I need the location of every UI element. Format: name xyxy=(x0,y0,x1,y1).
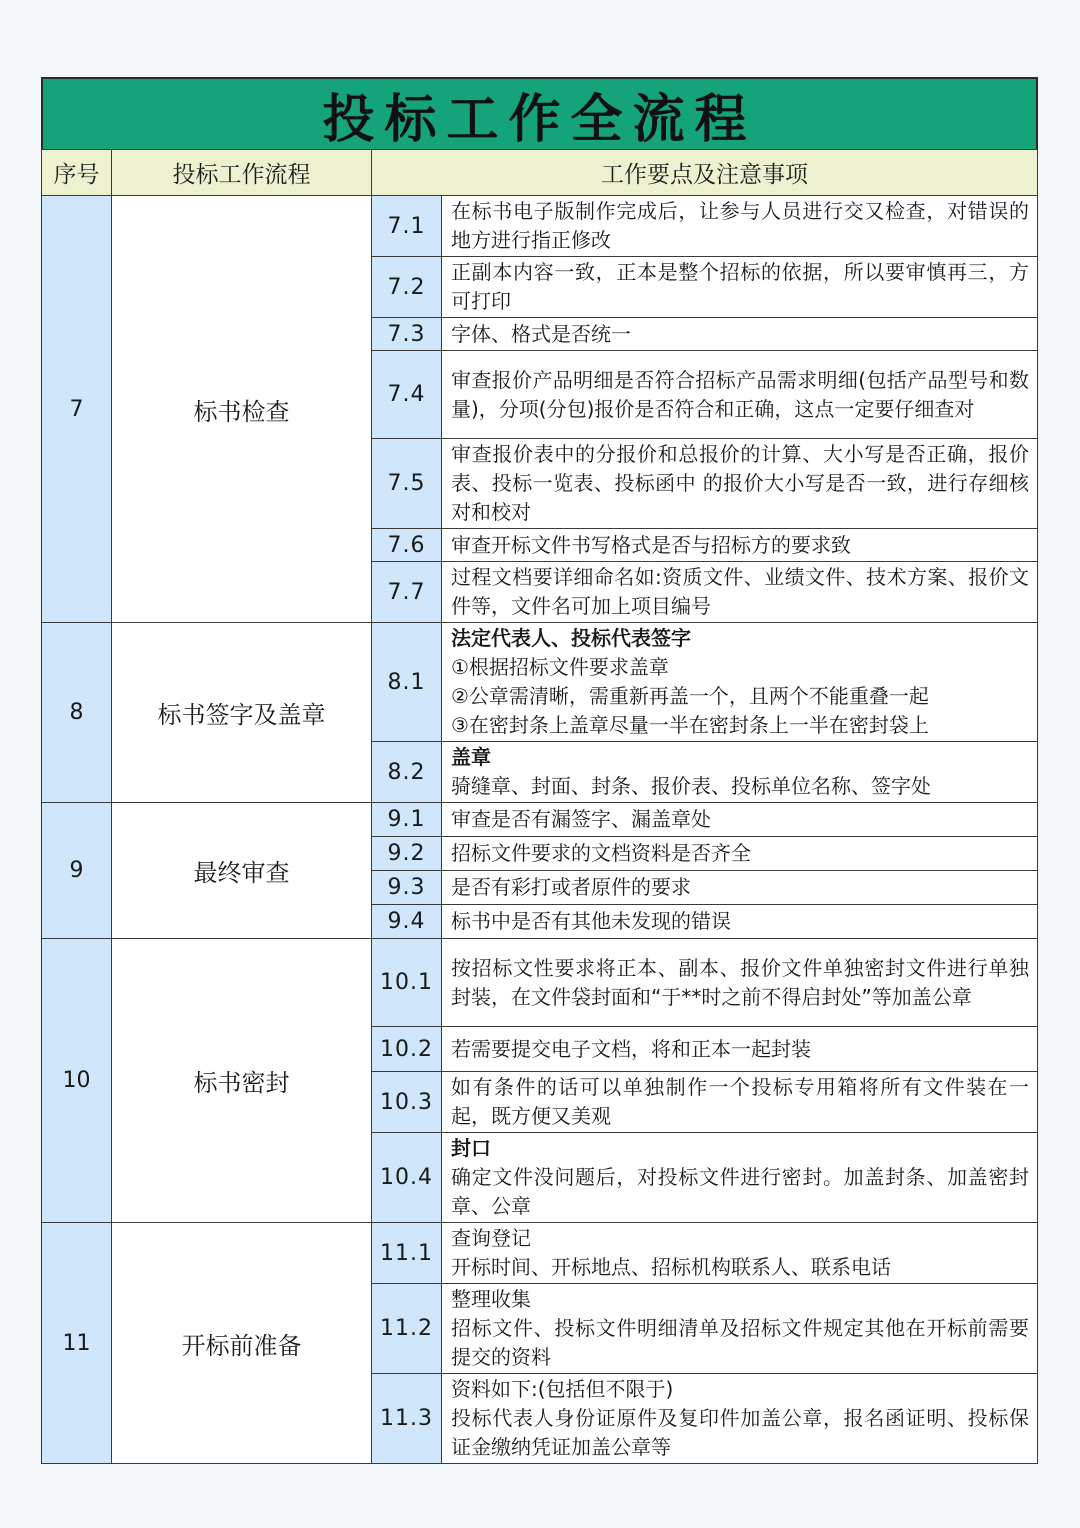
item-description xyxy=(442,529,1038,562)
item-text: 骑缝章、封面、封条、报价表、投标单位名称、签字处 xyxy=(451,774,931,798)
item-description xyxy=(442,1374,1038,1464)
item-number: 7.6 xyxy=(372,529,442,562)
item-number: 7.4 xyxy=(372,351,442,439)
process-table xyxy=(41,149,1038,1464)
item-text: 正副本内容一致，正本是整个招标的依据，所以要审慎再三，方可打印 xyxy=(451,260,1029,313)
item-heading: 法定代表人、投标代表签字 xyxy=(451,626,691,650)
item-description xyxy=(442,623,1038,742)
item-description xyxy=(442,257,1038,318)
item-description xyxy=(442,351,1038,439)
item-text: 按招标文性要求将正本、副本、报价文件单独密封文件进行单独封装，在文件袋封面和“于**时之前不得启封处”等加盖公章 xyxy=(451,955,1029,1009)
item-text: 招标文件要求的文档资料是否齐全 xyxy=(451,841,751,865)
section-process-name: 标书检查 xyxy=(112,196,372,623)
section-number: 8 xyxy=(42,623,112,803)
item-description xyxy=(442,1223,1038,1284)
table-row xyxy=(42,803,1038,837)
section-process-name: 最终审查 xyxy=(112,803,372,939)
item-description xyxy=(442,562,1038,623)
process-table-wrapper xyxy=(41,77,1038,1464)
item-text: 审查报价产品明细是否符合招标产品需求明细(包括产品型号和数量)，分项(分包)报价是否符合和正确，这点一定要仔细查对 xyxy=(451,367,1029,421)
section-number: 7 xyxy=(42,196,112,623)
header-process: 投标工作流程 xyxy=(112,150,372,196)
item-text: 资料如下:(包括但不限于) xyxy=(451,1377,674,1401)
item-number: 9.1 xyxy=(372,803,442,837)
section-number: 10 xyxy=(42,939,112,1223)
section-number: 11 xyxy=(42,1223,112,1464)
section-number: 9 xyxy=(42,803,112,939)
item-text: 查询登记 xyxy=(451,1226,531,1250)
item-number: 11.2 xyxy=(372,1284,442,1374)
item-heading: 封口 xyxy=(451,1136,491,1160)
item-number: 9.3 xyxy=(372,871,442,905)
item-text: 审查报价表中的分报价和总报价的计算、大小写是否正确，报价表、投标一览表、投标函中 的报价大小写是否一致，进行存细核对和校对 xyxy=(451,442,1029,524)
item-number: 9.4 xyxy=(372,905,442,939)
item-description xyxy=(442,318,1038,351)
item-text: 开标时间、开标地点、招标机构联系人、联系电话 xyxy=(451,1255,891,1279)
item-description xyxy=(442,742,1038,803)
item-heading: 盖章 xyxy=(451,745,491,769)
item-text: 招标文件、投标文件明细清单及招标文件规定其他在开标前需要提交的资料 xyxy=(451,1316,1029,1369)
item-text: 标书中是否有其他未发现的错误 xyxy=(451,909,731,933)
item-description xyxy=(442,1133,1038,1223)
item-number: 9.2 xyxy=(372,837,442,871)
item-text: 是否有彩打或者原件的要求 xyxy=(451,875,691,899)
header-points: 工作要点及注意事项 xyxy=(372,150,1038,196)
table-row xyxy=(42,939,1038,1027)
table-header-row xyxy=(42,150,1038,196)
item-description xyxy=(442,439,1038,529)
item-text: ②公章需清晰，需重新再盖一个，且两个不能重叠一起 xyxy=(451,684,929,708)
item-number: 8.1 xyxy=(372,623,442,742)
table-row xyxy=(42,623,1038,742)
item-description xyxy=(442,1284,1038,1374)
page-title: 投标工作全流程 xyxy=(322,89,757,150)
item-text: 整理收集 xyxy=(451,1287,531,1311)
item-text: 如有条件的话可以单独制作一个投标专用箱将所有文件装在一起，既方便又美观 xyxy=(451,1075,1029,1128)
item-text: 在标书电子版制作完成后，让参与人员进行交又检查，对错误的地方进行指正修改 xyxy=(451,199,1029,252)
item-number: 11.3 xyxy=(372,1374,442,1464)
item-description xyxy=(442,939,1038,1027)
item-description xyxy=(442,1072,1038,1133)
item-text: ③在密封条上盖章尽量一半在密封条上一半在密封袋上 xyxy=(451,713,929,737)
item-number: 10.2 xyxy=(372,1027,442,1072)
section-process-name: 标书密封 xyxy=(112,939,372,1223)
item-number: 10.4 xyxy=(372,1133,442,1223)
item-number: 8.2 xyxy=(372,742,442,803)
item-text: 确定文件没问题后，对投标文件进行密封。加盖封条、加盖密封章、公章 xyxy=(451,1165,1029,1218)
item-text: 过程文档要详细命名如:资质文件、业绩文件、技术方案、报价文 件等，文件名可加上项目编号 xyxy=(451,565,1029,618)
item-text: 审查开标文件书写格式是否与招标方的要求致 xyxy=(451,532,851,557)
item-number: 7.2 xyxy=(372,257,442,318)
item-number: 11.1 xyxy=(372,1223,442,1284)
item-text: 字体、格式是否统一 xyxy=(451,321,631,346)
section-process-name: 标书签字及盖章 xyxy=(112,623,372,803)
item-description xyxy=(442,803,1038,837)
table-body xyxy=(42,196,1038,1464)
item-description xyxy=(442,871,1038,905)
item-description xyxy=(442,1027,1038,1072)
item-number: 7.5 xyxy=(372,439,442,529)
section-process-name: 开标前准备 xyxy=(112,1223,372,1464)
table-row xyxy=(42,1223,1038,1284)
item-description xyxy=(442,196,1038,257)
item-text: 投标代表人身份证原件及复印件加盖公章，报名函证明、投标保证金缴纳凭证加盖公章等 xyxy=(451,1406,1029,1459)
item-number: 7.7 xyxy=(372,562,442,623)
item-number: 10.3 xyxy=(372,1072,442,1133)
item-text: 审查是否有漏签字、漏盖章处 xyxy=(451,807,711,831)
item-number: 7.1 xyxy=(372,196,442,257)
item-description xyxy=(442,905,1038,939)
item-number: 7.3 xyxy=(372,318,442,351)
item-text: ①根据招标文件要求盖章 xyxy=(451,655,669,679)
item-number: 10.1 xyxy=(372,939,442,1027)
header-seq: 序号 xyxy=(42,150,112,196)
table-row xyxy=(42,196,1038,257)
item-description xyxy=(442,837,1038,871)
title-bar xyxy=(41,77,1038,149)
item-text: 若需要提交电子文档，将和正本一起封装 xyxy=(451,1036,811,1061)
